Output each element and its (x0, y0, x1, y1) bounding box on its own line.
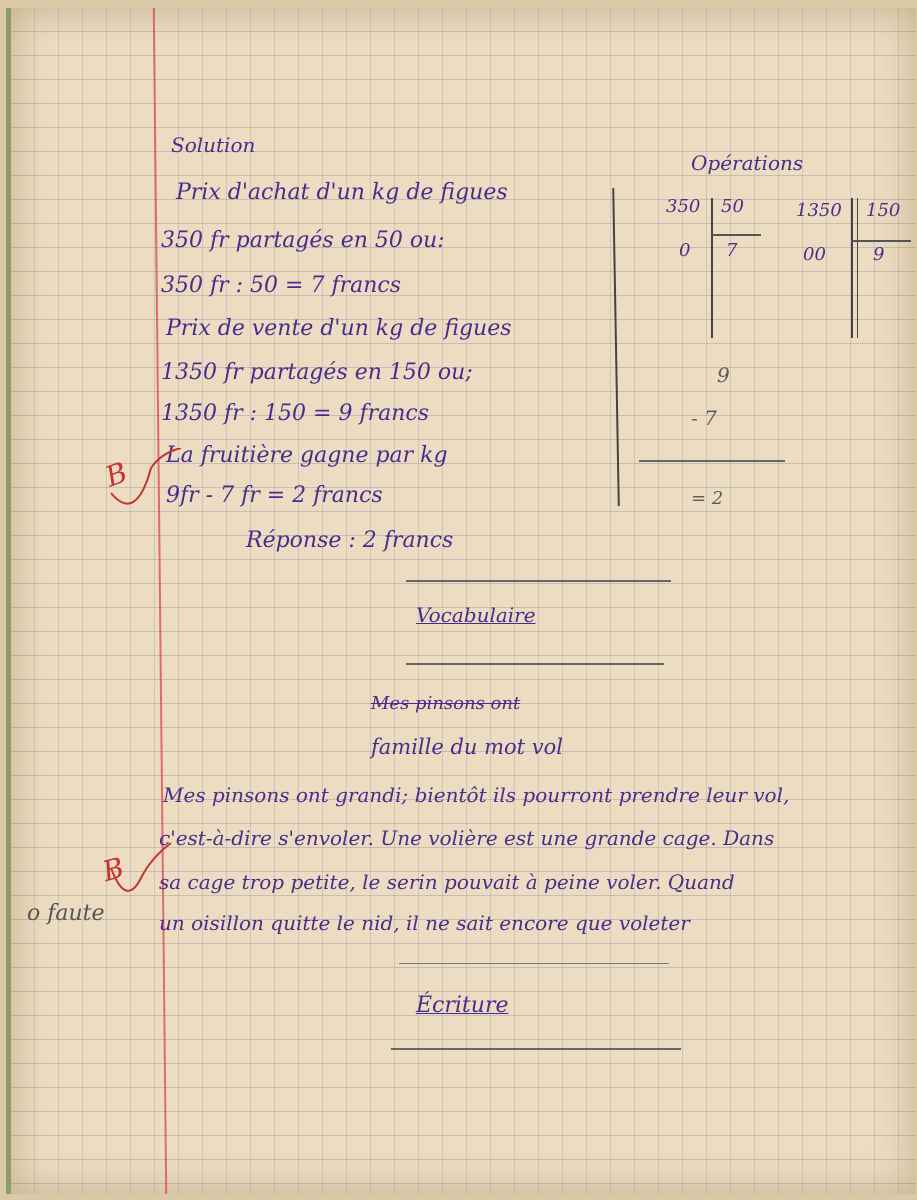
separator-1 (406, 580, 671, 582)
div2-divisor: 150 (866, 200, 901, 221)
sub-top: 9 (717, 363, 730, 387)
div1-quotient: 7 (726, 240, 738, 261)
sub-line (639, 460, 785, 462)
div2-vertical-left (857, 198, 858, 338)
solution-line-6: 1350 fr : 150 = 9 francs (161, 401, 429, 426)
operations-title: Opérations (691, 151, 804, 175)
sub-result: = 2 (691, 488, 724, 509)
vocabulary-crossed (371, 693, 520, 714)
margin-line (153, 8, 167, 1194)
solution-line-2: 350 fr partagés en 50 ou: (161, 228, 445, 253)
solution-line-4: Prix de vente d'un kg de figues (166, 316, 512, 341)
solution-line-7: La fruitière gagne par kg (166, 443, 448, 468)
separator-3 (399, 963, 669, 964)
solution-line-1: Prix d'achat d'un kg de figues (176, 180, 508, 205)
vocabulary-subtitle: famille du mot vol (371, 735, 563, 759)
div1-horizontal (711, 234, 761, 236)
vocabulary-title (416, 603, 536, 627)
writing-title-text: Écriture (416, 993, 509, 1018)
grade-check-1 (106, 448, 186, 528)
vocabulary-line-2: c'est-à-dire s'envoler. Une volière est une grande cage. Dans (159, 826, 775, 850)
div1-dividend: 350 (666, 196, 701, 217)
notebook-page (6, 8, 916, 1194)
grade-mark-2: B (99, 850, 128, 889)
div2-vertical (851, 198, 853, 338)
div2-remainder: 00 (803, 244, 826, 265)
writing-title (416, 993, 508, 1018)
div1-remainder: 0 (679, 240, 691, 261)
div1-vertical (711, 198, 713, 338)
separator-2 (406, 663, 664, 665)
solution-line-5: 1350 fr partagés en 150 ou; (161, 360, 473, 385)
grade-check-2 (106, 838, 176, 918)
div1-divisor: 50 (721, 196, 744, 217)
grade-mark-1: B (100, 455, 132, 494)
solution-line-8: 9fr - 7 fr = 2 francs (166, 483, 383, 508)
sub-minus: - 7 (691, 406, 717, 430)
operations-divider (612, 188, 620, 506)
separator-4 (391, 1048, 681, 1050)
div2-horizontal (851, 240, 911, 242)
vocabulary-line-3: sa cage trop petite, le serin pouvait à peine voler. Quand (159, 870, 735, 894)
solution-answer: Réponse : 2 francs (246, 528, 454, 553)
vocabulary-title-text: Vocabulaire (416, 603, 536, 627)
vocabulary-line-4: un oisillon quitte le nid, il ne sait encore que voleter (159, 911, 690, 935)
vocabulary-line-1: Mes pinsons ont grandi; bientôt ils pourront prendre leur vol, (163, 783, 790, 807)
faute-note: o faute (27, 901, 105, 926)
div2-quotient: 9 (873, 244, 885, 265)
div2-dividend: 1350 (796, 200, 842, 221)
vocabulary-crossed-text: Mes pinsons ont (371, 693, 521, 714)
solution-line-3: 350 fr : 50 = 7 francs (161, 273, 402, 298)
solution-title: Solution (171, 133, 256, 157)
